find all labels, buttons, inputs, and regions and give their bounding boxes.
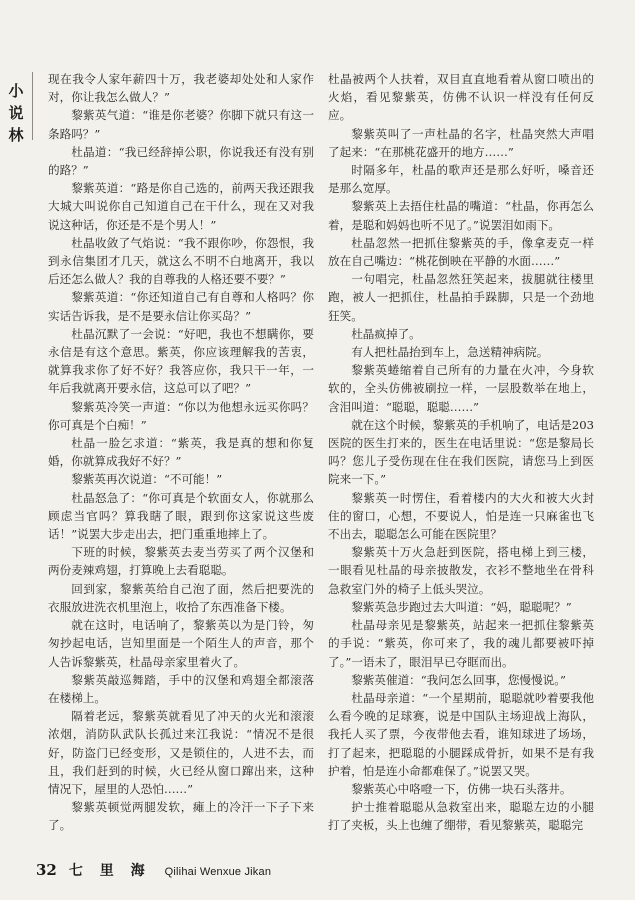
paragraph: 现在我令人家年薪四十万，我老婆却处处和人家作对，你让我怎么做人？” xyxy=(48,72,314,105)
paragraph: 有人把杜晶抬到车上，急送精神病院。 xyxy=(351,345,549,360)
paragraph: 黎紫英冷笑一声道：“你以为他想永远买你吗？你可真是个白痴！” xyxy=(48,399,314,432)
paragraph: 黎紫英蜷缩着自己所有的力量在火冲，今身软软的，全头仿佛被刷拉一样，一层股数举在地上，含泪叫道：“聪聪，聪聪……” xyxy=(328,363,594,414)
paragraph: 杜晶沉默了一会说：“好吧，我也不想瞒你，要永信是有这个意思。紫英，你应该理解我的苦衷，就算我求你了好不好？我答应你，我只干一年，一年后我就离开要永信，这总可以了吧？” xyxy=(48,326,314,396)
paragraph: 时隔多年，杜晶的歌声还是那么好听，嗓音还是那么宽厚。 xyxy=(328,163,594,196)
section-label xyxy=(6,80,26,146)
page-footer xyxy=(36,860,271,880)
paragraph: 黎紫英一时愣住，看着楼内的大火和被大火封住的窗口，心想，不要说人，怕是连一只麻雀也飞不出去，聪聪怎么可能在医院里？ xyxy=(328,490,594,542)
paragraph: 黎紫英再次说道：“不可能！” xyxy=(71,472,223,487)
paragraph: 杜晶被两个人扶着，双目直直地看着从窗口喷出的火焰，看见黎紫英，仿佛不认识一样没有任何反应。 xyxy=(328,72,594,123)
paragraph: 黎紫英道：“路是你自己选的，前两天我还跟我大城大叫说你自己知道自己在干什么，现在又对我说这种话，你还是不是个男人！” xyxy=(48,181,314,232)
paragraph: 黎紫英十万火急赶到医院，搭电梯上到三楼，一眼看见杜晶的母亲披散发，衣衫不整地坐在骨科急救室门外的椅子上低头哭泣。 xyxy=(328,545,594,596)
paragraph: 杜晶母亲道：“一个星期前，聪聪就吵着要我他么看今晚的足球赛，说是中国队主场迎战上海队，我托人买了票，今夜带他去看，谁知球进了场场，打了起来，把聪聪的小腿踩成骨折，如果不是有我护着，怕是连小命都难保了。”说罢又哭。 xyxy=(328,690,594,778)
paragraph: 黎紫英催道：“我问怎么回事，您慢慢说。” xyxy=(351,672,566,687)
page-number: 32 xyxy=(36,861,57,879)
paragraph: 黎紫英急步跑过去大叫道：“妈，聪聪呢？” xyxy=(351,599,572,614)
paragraph: 黎紫英顿觉两腿发软，瘫上的冷汗一下子下来了。 xyxy=(48,800,314,833)
section-divider xyxy=(32,72,33,140)
paragraph: 就在这个时候，黎紫英的手机响了，电话是203医院的医生打来的，医生在电话里说：“您是黎局长吗？您儿子受伤现在住在我们医院，请您马上到医院来一下。” xyxy=(328,417,594,487)
section-label-char: 说 xyxy=(8,104,24,122)
paragraph: 隔着老远，黎紫英就看见了冲天的火光和滚滚浓烟，消防队武队长孤过来江我说：“情况不是很好，防盗门已经变形，又是锁住的，人进不去，而且，我们赶到的时候，火已经从窗口蹿出来，这种情况下，屋里的人恐怕……” xyxy=(48,709,314,796)
right-text-column xyxy=(328,70,594,860)
paragraph: 黎紫英心中咯噔一下，仿佛一块石头落井。 xyxy=(351,781,572,796)
paragraph: 就在这时，电话响了，黎紫英以为是门铃，匆匆抄起电话，岂知里面是一个陌生人的声音，那个人告诉黎紫英，杜晶母亲家里着火了。 xyxy=(48,618,314,669)
paragraph: 黎紫英叫了一声杜晶的名字，杜晶突然大声唱了起来：“在那桃花盛开的地方……” xyxy=(328,126,594,159)
paragraph: 杜晶疯掉了。 xyxy=(351,326,421,341)
paragraph: 黎紫英敲巡舞踏，手中的汉堡和鸡翅全都滚落在楼梯上。 xyxy=(48,672,314,705)
paragraph: 黎紫英上去捂住杜晶的嘴道：“杜晶，你再怎么着，是聪和妈妈也听不见了。”说罢泪如雨下。 xyxy=(328,199,594,232)
paragraph: 杜晶忽然一把抓住黎紫英的手，像拿麦克一样放在自己嘴边：“桃花倒映在平静的水面……” xyxy=(328,235,594,269)
paragraph: 回到家，黎紫英给自己泡了面，然后把要洗的衣服放进洗衣机里泡上，收拾了东西准备下楼。 xyxy=(48,581,314,614)
left-text-column xyxy=(48,70,314,860)
paragraph: 黎紫英气道：“谁是你老婆？你脚下就只有这一条路吗？” xyxy=(48,108,314,141)
paragraph: 黎紫英道：“你还知道自己有自尊和人格吗？你实话告诉我，是不是要永信让你买岛？” xyxy=(48,290,314,323)
section-label-char: 小 xyxy=(8,82,24,100)
paragraph: 杜晶一脸乞求道：“紫英，我是真的想和你复婚，你就算成我好不好？” xyxy=(48,436,314,469)
paragraph: 杜晶收敛了气焰说：“我不跟你吵，你怨恨，我到永信集团才几天，就这么不明不白地离开，我以后还怎么做人？我的自尊我的人格还要不要？” xyxy=(48,235,314,287)
paragraph: 下班的时候，黎紫英去麦当劳买了两个汉堡和两份麦辣鸡翅，打算晚上去看聪聪。 xyxy=(48,545,314,578)
paragraph: 一句唱完，杜晶忽然狂笑起来，拔腿就往楼里跑，被人一把抓住，杜晶拍手跺脚，只是一个劲地狂笑。 xyxy=(328,272,594,323)
magazine-pinyin: Qilihai Wenxue Jikan xyxy=(164,866,272,878)
paragraph: 杜晶道：“我已经辞掉公职，你说我还有没有别的路？” xyxy=(48,144,314,178)
paragraph: 护士推着聪聪从急救室出来，聪聪左边的小腿打了夹板，头上也缠了绷带，看见黎紫英，聪聪完 xyxy=(328,800,594,833)
paragraph: 杜晶母亲见是黎紫英，站起来一把抓住黎紫英的手说：“紫英，你可来了，我的魂儿都要被吓掉了。”一语未了，眼泪早已夺眶而出。 xyxy=(328,618,594,669)
magazine-name: 七 里 海 xyxy=(68,863,151,879)
paragraph: 杜晶怒急了：“你可真是个软面女人，你就那么顾虑当官吗？算我瞎了眼，跟到你这家说这些废话！”说罢大步走出去，把门重重地摔上了。 xyxy=(48,490,314,542)
section-label-char: 林 xyxy=(8,126,24,144)
